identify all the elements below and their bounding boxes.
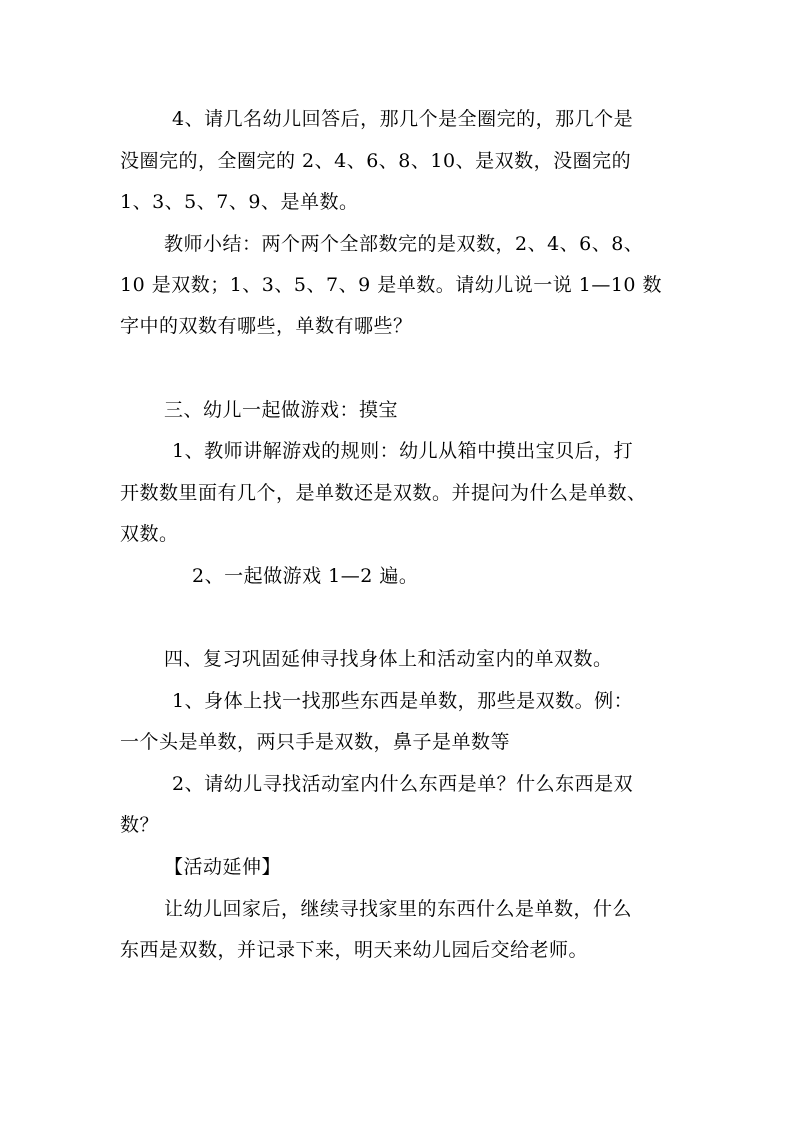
review-item-2-line-1: 2、请幼儿寻找活动室内什么东西是单？什么东西是双 bbox=[172, 773, 634, 795]
section-heading-game: 三、幼儿一起做游戏：摸宝 bbox=[164, 399, 399, 421]
game-rule-line-2: 开数数里面有几个，是单数还是双数。并提问为什么是单数、 bbox=[120, 482, 647, 504]
game-rule-line-3: 双数。 bbox=[120, 523, 179, 545]
review-item-2-line-2: 数？ bbox=[120, 814, 160, 836]
summary-line-3: 字中的双数有哪些，单数有哪些？ bbox=[120, 315, 413, 337]
game-rule-line-1: 1、教师讲解游戏的规则：幼儿从箱中摸出宝贝后，打 bbox=[172, 440, 634, 462]
review-item-1-line-2: 一个头是单数，两只手是双数，鼻子是单数等 bbox=[120, 731, 511, 753]
extension-line-2: 东西是双数，并记录下来，明天来幼儿园后交给老师。 bbox=[120, 939, 589, 961]
summary-line-2: 10 是双数；1、3、5、7、9 是单数。请幼儿说一说 1—10 数 bbox=[120, 274, 663, 296]
paragraph-line-3: 1、3、5、7、9、是单数。 bbox=[120, 191, 359, 213]
game-play-line: 2、一起做游戏 1—2 遍。 bbox=[192, 565, 419, 587]
review-item-1-line-1: 1、身体上找一找那些东西是单数，那些是双数。例： bbox=[172, 690, 634, 712]
paragraph-line-2: 没圈完的，全圈完的 2、4、6、8、10、是双数，没圈完的 bbox=[120, 150, 632, 172]
extension-heading: 【活动延伸】 bbox=[164, 856, 282, 878]
paragraph-line-1: 4、请几名幼儿回答后，那几个是全圈完的，那几个是 bbox=[172, 108, 634, 130]
extension-line-1: 让幼儿回家后，继续寻找家里的东西什么是单数，什么 bbox=[164, 898, 633, 920]
section-heading-review: 四、复习巩固延伸寻找身体上和活动室内的单双数。 bbox=[164, 648, 613, 670]
summary-line-1: 教师小结：两个两个全部数完的是双数，2、4、6、8、 bbox=[164, 233, 644, 255]
